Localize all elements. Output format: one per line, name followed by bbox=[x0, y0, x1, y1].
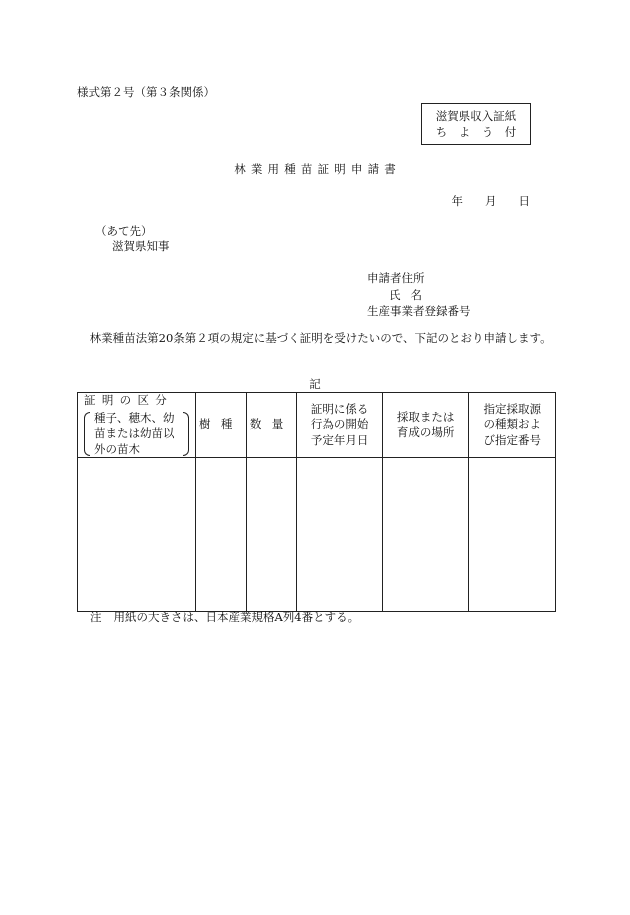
date-line bbox=[452, 194, 531, 210]
header-collection-place-line-2: 育成の場所 bbox=[396, 425, 455, 440]
date-month-label: 月 bbox=[485, 194, 497, 208]
header-collection-place-line-1: 採取または bbox=[396, 409, 455, 424]
header-species bbox=[195, 393, 246, 458]
date-year-label: 年 bbox=[451, 194, 463, 208]
cell-certification-class[interactable] bbox=[78, 458, 196, 612]
applicant-block bbox=[367, 270, 471, 320]
header-start-date bbox=[297, 393, 383, 458]
header-class-option-line-3: 外の苗木 bbox=[94, 441, 140, 456]
applicant-name-label bbox=[367, 287, 471, 304]
header-designated-source-line-3: び指定番号 bbox=[483, 432, 541, 447]
header-class-option-line-2: 苗または幼苗以 bbox=[94, 426, 175, 441]
header-collection-place bbox=[382, 393, 469, 458]
header-start-date-line-1: 証明に係る bbox=[310, 401, 369, 416]
cell-designated-source[interactable] bbox=[469, 458, 556, 612]
header-certification-class bbox=[78, 393, 196, 458]
header-class-title: 証明の区分 bbox=[84, 393, 174, 407]
cell-collection-place[interactable] bbox=[382, 458, 469, 612]
document-title: 林業用種苗証明申請書 bbox=[234, 162, 401, 176]
addressee-name: 滋賀県知事 bbox=[112, 239, 170, 253]
cell-species[interactable] bbox=[195, 458, 246, 612]
footnote-label: 注 bbox=[90, 610, 102, 624]
cell-start-date[interactable] bbox=[297, 458, 383, 612]
revenue-stamp-box bbox=[421, 103, 531, 145]
header-species-label: 樹種 bbox=[199, 417, 243, 432]
applicant-registration-label: 生産事業者登録番号 bbox=[367, 304, 471, 319]
header-class-option-line-1: 種子、穂木、幼 bbox=[94, 410, 175, 425]
applicant-name-label-part-2: 名 bbox=[410, 287, 422, 302]
header-quantity-label: 数量 bbox=[249, 417, 294, 432]
applicant-name-label-part-1: 氏 bbox=[389, 287, 401, 302]
header-start-date-line-3: 予定年月日 bbox=[310, 432, 369, 447]
form-number: 様式第２号（第３条関係） bbox=[77, 85, 215, 99]
header-designated-source bbox=[469, 393, 556, 458]
table-row bbox=[78, 458, 556, 612]
footnote-text: 用紙の大きさは、日本産業規格A列4番とする。 bbox=[113, 610, 360, 624]
header-class-options bbox=[84, 411, 189, 458]
header-designated-source-line-2: の種類およ bbox=[483, 417, 541, 432]
stamp-box-line-1: 滋賀県収入証紙 bbox=[435, 109, 517, 123]
header-designated-source-line-1: 指定採取源 bbox=[483, 401, 541, 416]
cell-quantity[interactable] bbox=[247, 458, 297, 612]
header-quantity bbox=[247, 393, 297, 458]
application-table bbox=[77, 392, 556, 612]
applicant-address-label: 申請者住所 bbox=[367, 271, 425, 285]
addressee-label: （あて先） bbox=[95, 224, 153, 238]
date-day-label: 日 bbox=[518, 194, 530, 208]
application-body-text: 林業種苗法第20条第２項の規定に基づく証明を受けたいので、下記のとおり申請します。 bbox=[89, 331, 552, 345]
stamp-box-line-2: ち よ う 付 bbox=[435, 125, 517, 140]
ki-label: 記 bbox=[309, 377, 321, 391]
header-start-date-line-2: 行為の開始 bbox=[310, 417, 369, 432]
table-header-row bbox=[78, 393, 556, 458]
footnote bbox=[90, 610, 359, 626]
